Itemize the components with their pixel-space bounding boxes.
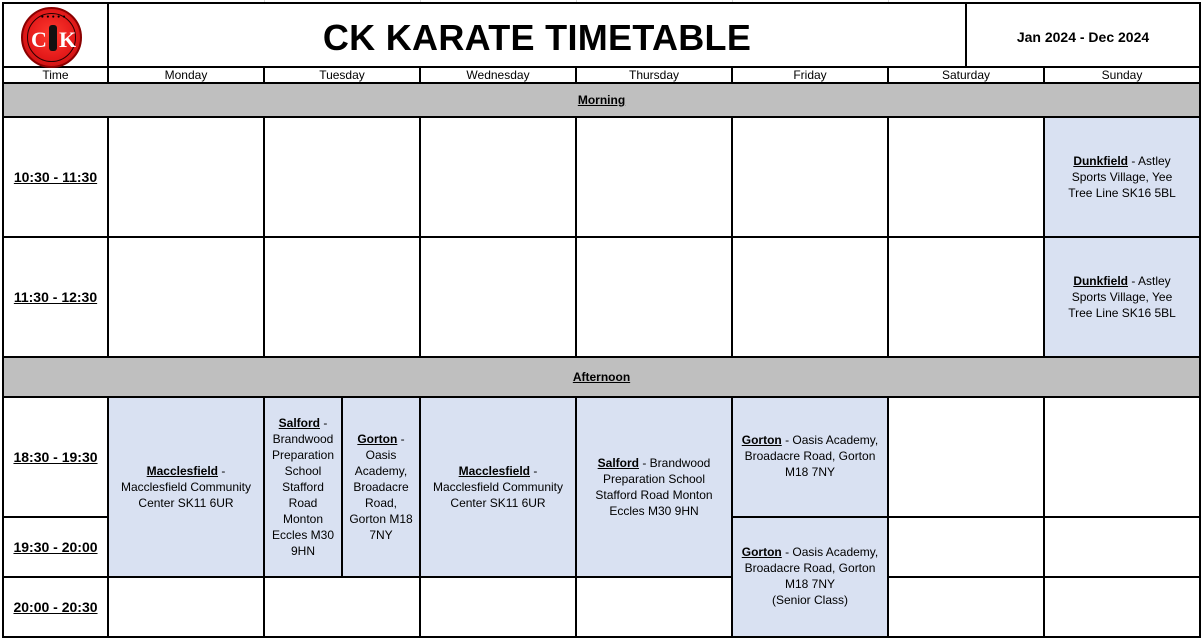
time-slot-1130: 11:30 - 12:30 [2,238,109,358]
class-venue-detail: - Macclesfield Community Center SK11 6UR [432,464,564,510]
time-slot-2000: 20:00 - 20:30 [2,578,109,638]
slot-sat-1930 [889,518,1045,578]
slot-tue-2000 [265,578,421,638]
class-macclesfield-wednesday [421,398,577,578]
time-slot-1830: 18:30 - 19:30 [2,398,109,518]
column-header-tuesday: Tuesday [265,68,421,84]
class-venue-detail: - Macclesfield Community Center SK11 6UR [120,464,252,510]
date-range: Jan 2024 - Dec 2024 [1016,29,1150,45]
class-venue-name: Macclesfield [458,464,531,478]
slot-wed-2000 [421,578,577,638]
slot-wed-1130 [421,238,577,358]
section-morning-label: Morning [577,93,626,107]
class-venue-detail: - Brandwood Preparation School Stafford Road Monton Eccles M30 9HN [595,456,713,518]
class-gorton-senior-friday [733,518,889,638]
slot-thu-2000 [577,578,733,638]
class-gorton-tuesday [343,398,421,578]
logo-letter-c: C [31,27,47,52]
slot-tue-1030 [265,118,421,238]
column-header-sunday: Sunday [1045,68,1201,84]
class-venue-name: Dunkfield [1073,274,1128,288]
slot-sun-2000 [1045,578,1201,638]
class-note: (Senior Class) [771,593,849,607]
slot-sun-1930 [1045,518,1201,578]
slot-thu-1030 [577,118,733,238]
section-afternoon [2,358,1201,398]
class-venue-name: Macclesfield [146,464,219,478]
slot-sat-1030 [889,118,1045,238]
karate-logo-icon: ● ● ● ● ● C K [21,7,82,68]
class-venue-name: Gorton [357,432,398,446]
page-title: CK KARATE TIMETABLE [322,17,752,58]
class-dunkfield-1030 [1045,118,1201,238]
slot-tue-1130 [265,238,421,358]
column-header-wednesday: Wednesday [421,68,577,84]
slot-mon-1030 [109,118,265,238]
class-gorton-friday [733,398,889,518]
class-venue-detail: - Astley Sports Village, Yee Tree Line SK16 5BL [1068,154,1176,200]
time-slot-1930: 19:30 - 20:00 [2,518,109,578]
title-cell [109,2,967,68]
class-venue-name: Salford [278,416,320,430]
slot-fri-1030 [733,118,889,238]
slot-sat-2000 [889,578,1045,638]
column-header-monday: Monday [109,68,265,84]
slot-wed-1030 [421,118,577,238]
column-header-friday: Friday [733,68,889,84]
section-morning [2,84,1201,118]
class-venue-name: Gorton [741,433,782,447]
logo-letter-k: K [59,27,77,52]
slot-fri-1130 [733,238,889,358]
slot-sun-1830 [1045,398,1201,518]
class-venue-name: Dunkfield [1073,154,1128,168]
date-range-cell [967,2,1201,68]
time-slot-1030: 10:30 - 11:30 [2,118,109,238]
class-venue-name: Salford [597,456,639,470]
logo-cell [2,2,109,68]
class-venue-detail: - Astley Sports Village, Yee Tree Line SK16 5BL [1068,274,1176,320]
slot-mon-1130 [109,238,265,358]
slot-sat-1130 [889,238,1045,358]
slot-thu-1130 [577,238,733,358]
column-header-time: Time [2,68,109,84]
class-venue-name: Gorton [741,545,782,559]
class-macclesfield-monday [109,398,265,578]
column-header-saturday: Saturday [889,68,1045,84]
class-salford-tuesday [265,398,343,578]
class-venue-detail: - Brandwood Preparation School Stafford Road Monton Eccles M30 9HN [271,416,335,558]
slot-mon-2000 [109,578,265,638]
slot-sat-1830 [889,398,1045,518]
class-venue-detail: - Oasis Academy, Broadacre Road, Gorton M18 7NY [349,432,413,542]
column-header-thursday: Thursday [577,68,733,84]
class-venue-detail: - Oasis Academy, Broadacre Road, Gorton M18 7NY [744,433,879,479]
class-salford-thursday [577,398,733,578]
class-dunkfield-1130 [1045,238,1201,358]
class-venue-detail: - Oasis Academy, Broadacre Road, Gorton M18 7NY [744,545,879,591]
section-afternoon-label: Afternoon [572,370,631,384]
